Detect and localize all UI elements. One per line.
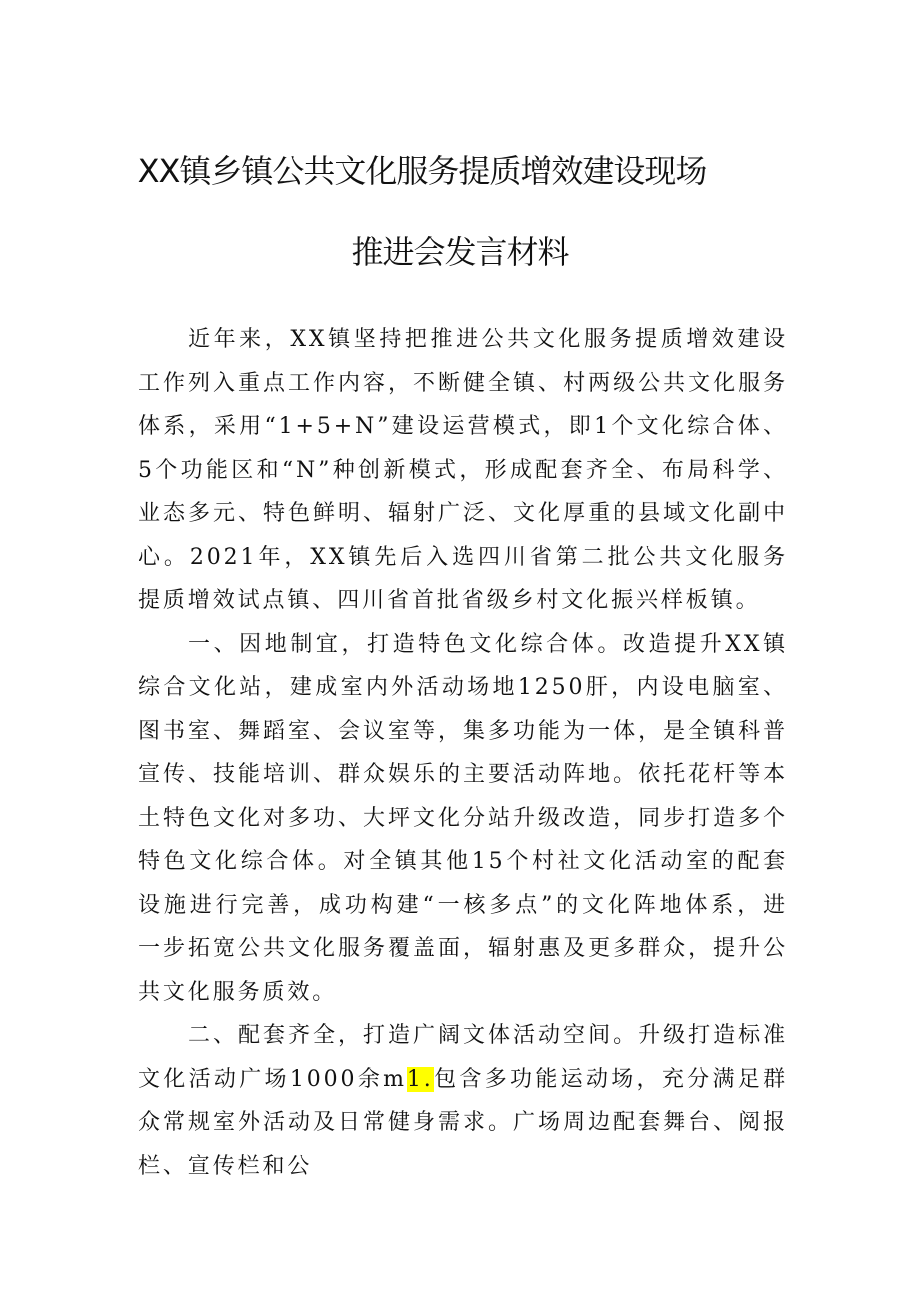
paragraph-section-2-text-after: 包含多功能运动场，充分满足群众常规室外活动及日常健身需求。广场周边配套舞台、阅报栏、宣传栏和公	[138, 1066, 788, 1179]
paragraph-section-2-text-before: 二、配套齐全，打造广阔文体活动空间。升级打造标准文化活动广场1000余m	[138, 1023, 788, 1092]
paragraph-section-1: 一、因地制宜，打造特色文化综合体。改造提升XX镇综合文化站，建成室内外活动场地1250肝，内设电脑室、图书室、舞蹈室、会议室等，集多功能为一体，是全镇科普宣传、技能培训、群众娱乐的主要活动阵地。依托花杆等本土特色文化对多功、大坪文化分站升级改造，同步打造多个特色文化综合体。对全镇其他15个村社文化活动室的配套设施进行完善，成功构建“一核多点”的文化阵地体系，进一步拓宽公共文化服务覆盖面，辐射惠及更多群众，提升公共文化服务质效。	[138, 631, 788, 1005]
document-body	[138, 318, 788, 1188]
paragraph-intro: 近年来，XX镇坚持把推进公共文化服务提质增效建设工作列入重点工作内容，不断健全镇、村两级公共文化服务体系，采用“1+5+N”建设运营模式，即1个文化综合体、5个功能区和“N”种创新模式，形成配套齐全、布局科学、业态多元、特色鲜明、辐射广泛、文化厚重的县域文化副中心。2021年，XX镇先后入选四川省第二批公共文化服务提质增效试点镇、四川省首批省级乡村文化振兴样板镇。	[138, 327, 788, 613]
document-title-line-2: 推进会发言材料	[351, 233, 569, 271]
paragraph-section-2	[138, 1014, 788, 1188]
highlighted-text: 1.	[406, 1066, 434, 1092]
document-title-line-1: XX镇乡镇公共文化服务提质增效建设现场	[137, 152, 707, 190]
